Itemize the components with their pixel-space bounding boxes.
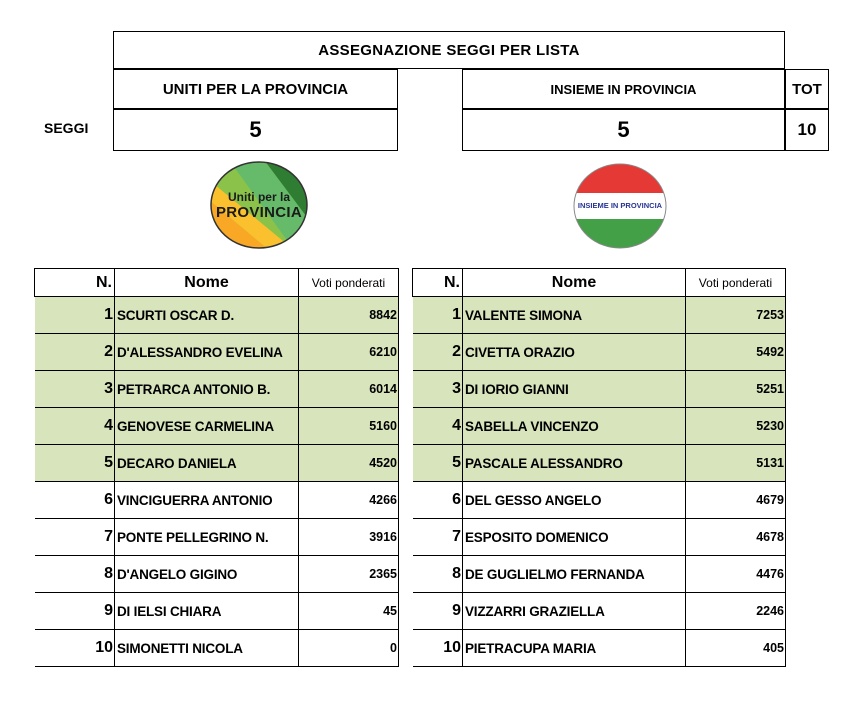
candidates-table-insieme [412, 268, 786, 667]
candidate-name: GENOVESE CARMELINA [115, 408, 299, 445]
table-row [35, 482, 399, 519]
table-row [35, 297, 399, 334]
table-header-row [413, 269, 786, 297]
candidate-name: SIMONETTI NICOLA [115, 630, 299, 667]
candidate-votes: 0 [299, 630, 399, 667]
candidate-votes: 2246 [686, 593, 786, 630]
candidate-votes: 5131 [686, 445, 786, 482]
candidate-number: 6 [413, 482, 463, 519]
candidate-name: PONTE PELLEGRINO N. [115, 519, 299, 556]
candidate-name: DECARO DANIELA [115, 445, 299, 482]
candidate-number: 2 [35, 334, 115, 371]
candidate-number: 2 [413, 334, 463, 371]
candidate-votes: 8842 [299, 297, 399, 334]
table-row [35, 556, 399, 593]
candidate-number: 3 [413, 371, 463, 408]
candidate-name: CIVETTA ORAZIO [463, 334, 686, 371]
table-row [35, 519, 399, 556]
table-row [413, 297, 786, 334]
seggi-label: SEGGI [44, 120, 89, 136]
candidate-name: D'ANGELO GIGINO [115, 556, 299, 593]
col-header-name: Nome [463, 269, 686, 297]
logo-text-line1: Uniti per la [227, 190, 290, 204]
insieme-in-provincia-logo [572, 162, 668, 250]
table-row [413, 445, 786, 482]
candidate-votes: 2365 [299, 556, 399, 593]
candidate-number: 8 [413, 556, 463, 593]
candidate-name: PETRARCA ANTONIO B. [115, 371, 299, 408]
candidate-votes: 45 [299, 593, 399, 630]
seats-total: 10 [785, 109, 829, 151]
candidate-name: VALENTE SIMONA [463, 297, 686, 334]
candidate-votes: 5251 [686, 371, 786, 408]
page-title: ASSEGNAZIONE SEGGI PER LISTA [113, 31, 785, 69]
table-row [413, 334, 786, 371]
candidate-number: 4 [35, 408, 115, 445]
candidate-name: DE GUGLIELMO FERNANDA [463, 556, 686, 593]
candidate-name: DI IELSI CHIARA [115, 593, 299, 630]
col-header-votes: Voti ponderati [686, 269, 786, 297]
table-row [35, 593, 399, 630]
candidate-votes: 5492 [686, 334, 786, 371]
list-name-uniti: UNITI PER LA PROVINCIA [113, 69, 398, 109]
table-header-row [35, 269, 399, 297]
candidate-votes: 4476 [686, 556, 786, 593]
candidate-name: PASCALE ALESSANDRO [463, 445, 686, 482]
candidate-votes: 4266 [299, 482, 399, 519]
candidate-number: 9 [413, 593, 463, 630]
tot-label: TOT [785, 69, 829, 109]
table-row [35, 630, 399, 667]
candidate-votes: 4678 [686, 519, 786, 556]
candidate-name: VINCIGUERRA ANTONIO [115, 482, 299, 519]
candidate-name: DEL GESSO ANGELO [463, 482, 686, 519]
logo-text-line2: PROVINCIA [215, 204, 303, 221]
candidate-number: 7 [35, 519, 115, 556]
candidate-name: SABELLA VINCENZO [463, 408, 686, 445]
list-name-insieme: INSIEME IN PROVINCIA [462, 69, 785, 109]
candidate-number: 10 [413, 630, 463, 667]
seats-uniti: 5 [113, 109, 398, 151]
table-row [35, 445, 399, 482]
candidate-votes: 6210 [299, 334, 399, 371]
candidate-number: 4 [413, 408, 463, 445]
candidates-table-uniti [34, 268, 399, 667]
col-header-num: N. [413, 269, 463, 297]
candidate-number: 6 [35, 482, 115, 519]
candidate-votes: 7253 [686, 297, 786, 334]
table-row [413, 482, 786, 519]
candidate-name: ESPOSITO DOMENICO [463, 519, 686, 556]
candidate-name: VIZZARRI GRAZIELLA [463, 593, 686, 630]
candidate-votes: 6014 [299, 371, 399, 408]
table-row [413, 630, 786, 667]
table-row [413, 593, 786, 630]
candidate-votes: 405 [686, 630, 786, 667]
candidate-name: DI IORIO GIANNI [463, 371, 686, 408]
candidate-votes: 4679 [686, 482, 786, 519]
candidate-votes: 5160 [299, 408, 399, 445]
candidate-number: 3 [35, 371, 115, 408]
table-row [35, 371, 399, 408]
table-row [413, 519, 786, 556]
candidate-name: PIETRACUPA MARIA [463, 630, 686, 667]
table-row [413, 408, 786, 445]
logo-text: INSIEME IN PROVINCIA [577, 201, 663, 210]
candidate-number: 8 [35, 556, 115, 593]
seats-insieme: 5 [462, 109, 785, 151]
candidate-number: 9 [35, 593, 115, 630]
col-header-num: N. [35, 269, 115, 297]
candidate-number: 5 [35, 445, 115, 482]
table-row [413, 556, 786, 593]
candidate-number: 7 [413, 519, 463, 556]
table-row [35, 334, 399, 371]
uniti-per-la-provincia-logo [209, 160, 309, 250]
candidate-name: D'ALESSANDRO EVELINA [115, 334, 299, 371]
candidate-votes: 5230 [686, 408, 786, 445]
candidate-number: 5 [413, 445, 463, 482]
candidate-name: SCURTI OSCAR D. [115, 297, 299, 334]
candidate-votes: 4520 [299, 445, 399, 482]
candidate-number: 1 [413, 297, 463, 334]
table-row [413, 371, 786, 408]
col-header-votes: Voti ponderati [299, 269, 399, 297]
candidate-number: 10 [35, 630, 115, 667]
candidate-number: 1 [35, 297, 115, 334]
candidate-votes: 3916 [299, 519, 399, 556]
col-header-name: Nome [115, 269, 299, 297]
table-row [35, 408, 399, 445]
